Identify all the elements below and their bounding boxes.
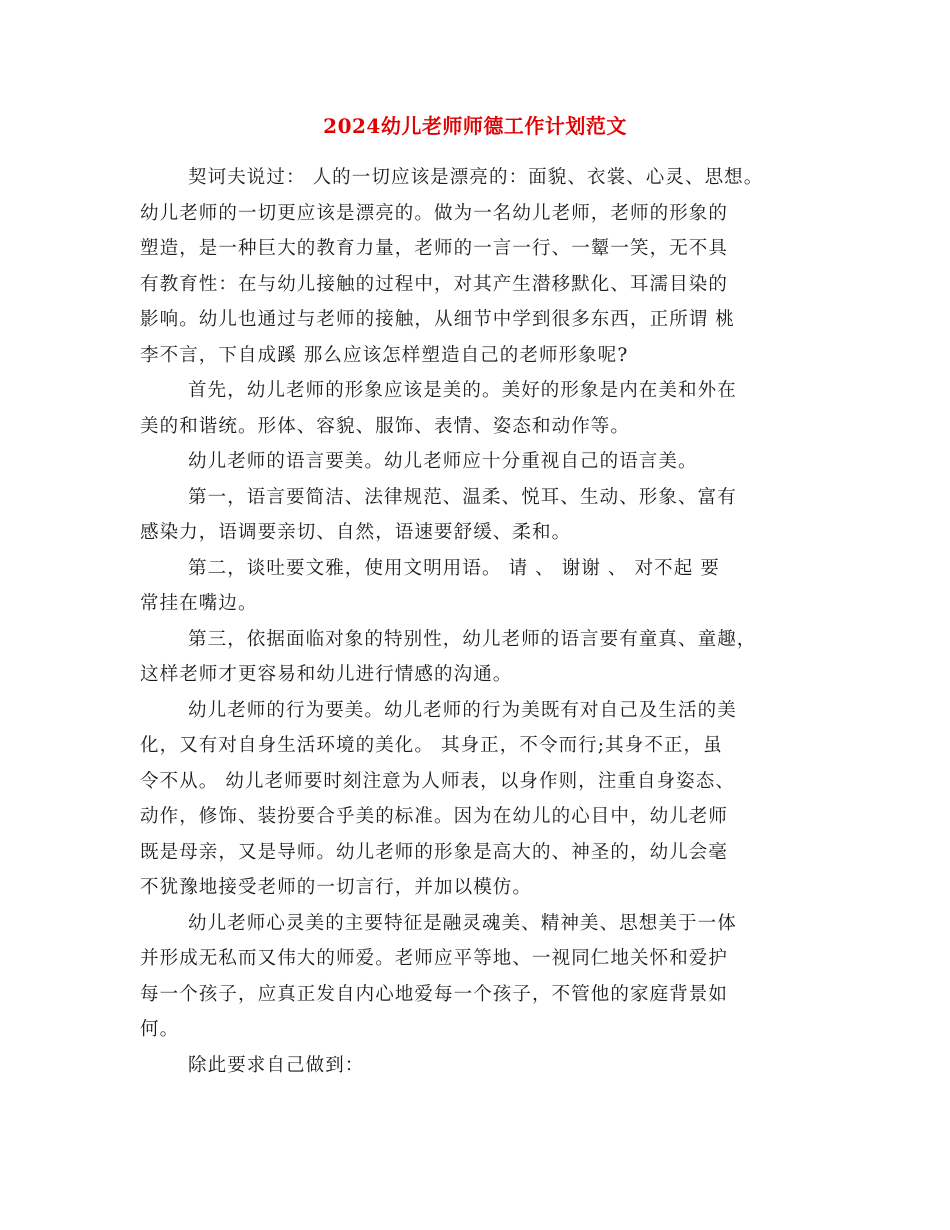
text-line: 有教育性：在与幼儿接触的过程中，对其产生潜移默化、耳濡目染的 (140, 273, 729, 295)
text-line: 既是母亲，又是导师。幼儿老师的形象是高大的、神圣的，幼儿会毫 (140, 841, 729, 863)
text-line: 何。 (140, 1019, 180, 1040)
paragraph-soul-beauty (140, 906, 830, 1048)
text-line: 常挂在嘴边。 (140, 593, 258, 614)
document-body (140, 160, 830, 1083)
text-line: 美的和谐统。形体、容貌、服饰、表情、姿态和动作等。 (140, 415, 631, 437)
text-line: 这样老师才更容易和幼儿进行情感的沟通。 (140, 664, 513, 685)
text-line: 化，又有对自身生活环境的美化。 其身正，不令而行;其身不正，虽 (140, 735, 723, 756)
text-line: 除此要求自己做到： (188, 1054, 365, 1076)
text-line: 感染力，语调要亲切、自然，语速要舒缓、柔和。 (140, 522, 572, 543)
paragraph-third-point (140, 622, 830, 693)
paragraph-first-point (140, 480, 830, 551)
paragraph-requirements (140, 1048, 830, 1084)
text-line: 幼儿老师的行为要美。幼儿老师的行为美既有对自己及生活的美 (188, 699, 737, 721)
text-line: 幼儿老师的一切更应该是漂亮的。做为一名幼儿老师，老师的形象的 (140, 202, 729, 224)
text-line: 动作，修饰、装扮要合乎美的标准。因为在幼儿的心目中，幼儿老师 (140, 806, 729, 827)
text-line: 并形成无私而又伟大的师爱。老师应平等地、一视同仁地关怀和爱护 (140, 948, 729, 969)
text-line: 幼儿老师心灵美的主要特征是融灵魂美、精神美、思想美于一体 (188, 912, 737, 934)
text-line: 李不言，下自成蹊 那么应该怎样塑造自己的老师形象呢? (140, 344, 629, 366)
document-title: 2024幼儿老师师德工作计划范文 (323, 114, 627, 138)
text-line: 每一个孩子，应真正发自内心地爱每一个孩子，不管他的家庭背景如 (140, 983, 729, 1005)
paragraph-second-point (140, 551, 830, 622)
text-line: 令不从。 幼儿老师要时刻注意为人师表，以身作则，注重自身姿态、 (140, 770, 735, 792)
text-line: 影响。幼儿也通过与老师的接触，从细节中学到很多东西，正所谓 桃 (140, 309, 735, 330)
paragraph-image-beauty (140, 373, 830, 444)
text-line: 第三，依据面临对象的特别性，幼儿老师的语言要有童真、童趣， (188, 628, 757, 650)
text-line: 第二，谈吐要文雅，使用文明用语。 请 、 谢谢 、 对不起 要 (188, 557, 720, 579)
text-line: 契诃夫说过： 人的一切应该是漂亮的：面貌、衣裳、心灵、思想。 (188, 167, 764, 188)
paragraph-behavior-beauty (140, 693, 830, 906)
text-line: 塑造，是一种巨大的教育力量，老师的一言一行、一颦一笑，无不具 (140, 238, 729, 259)
text-line: 幼儿老师的语言要美。幼儿老师应十分重视自己的语言美。 (188, 451, 698, 472)
paragraph-language-beauty (140, 444, 830, 480)
paragraph-chekhov-quote (140, 160, 830, 373)
text-line: 不犹豫地接受老师的一切言行，并加以模仿。 (140, 877, 533, 898)
text-line: 第一，语言要简洁、法律规范、温柔、悦耳、生动、形象、富有 (188, 486, 737, 508)
text-line: 首先，幼儿老师的形象应该是美的。美好的形象是内在美和外在 (188, 380, 737, 401)
